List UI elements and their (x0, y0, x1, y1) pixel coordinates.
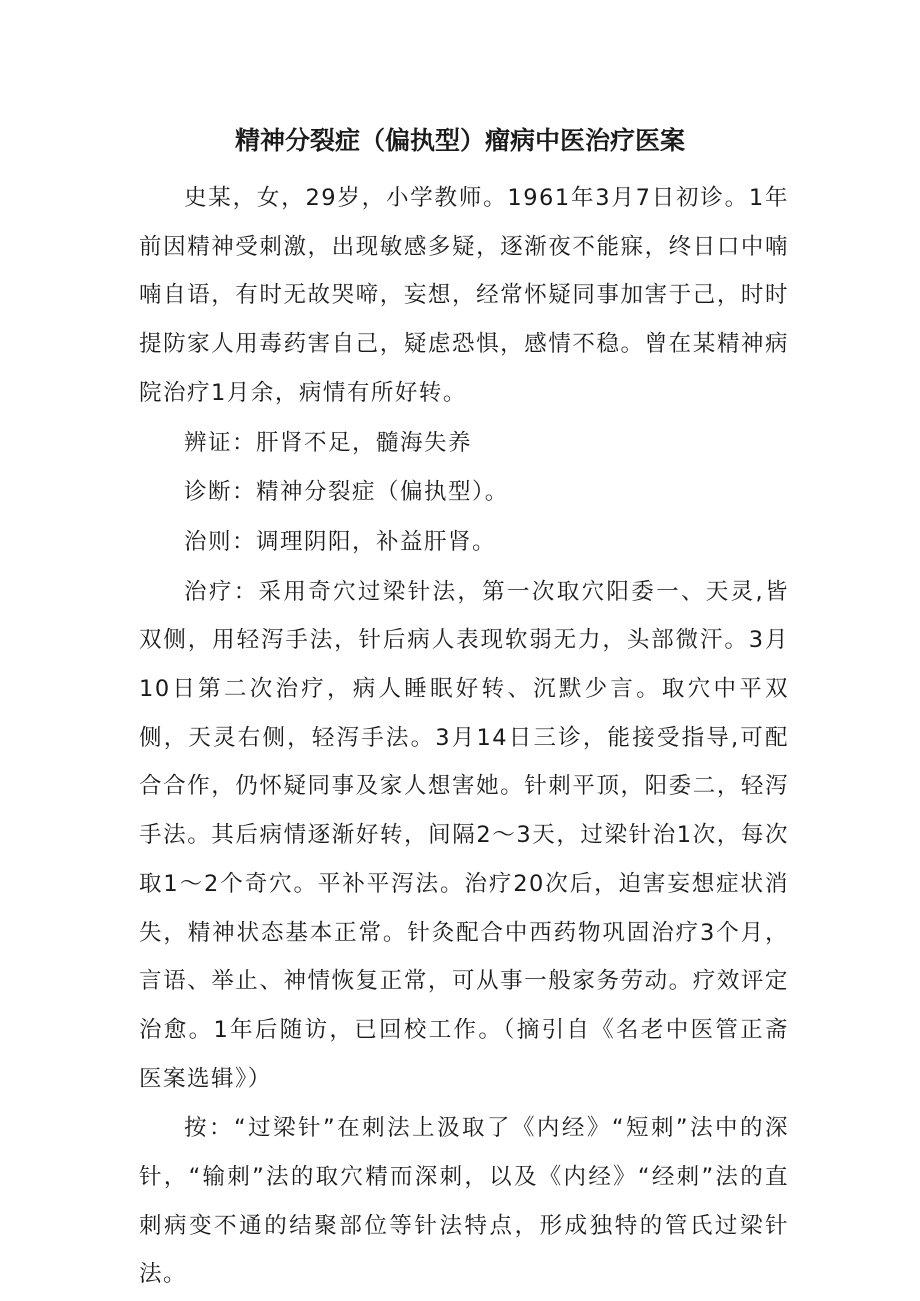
treatment-principle-paragraph: 治则：调理阴阳，补益肝肾。 (184, 528, 497, 555)
case-history-paragraph: 史某，女，29岁，小学教师。1961年3月7日初诊。1年前因精神受刺激，出现敏感多疑，逐渐夜不能寐，终日口中喃喃自语，有时无故哭啼，妄想，经常怀疑同事加害于己，时时提防家人用毒药害自己，疑虑恐惧，感情不稳。曾在某精神病院治疗1月余，病情有所好转。 (139, 185, 789, 406)
syndrome-differentiation-paragraph: 辨证：肝肾不足，髓海失养 (184, 429, 473, 456)
treatment-paragraph: 治疗：采用奇穴过梁针法，第一次取穴阳委一、天灵,皆双侧，用轻泻手法，针后病人表现软弱无力，头部微汗。3月10日第二次治疗，病人睡眠好转、沉默少言。取穴中平双侧，天灵右侧，轻泻手法。3月14日三诊，能接受指导,可配合合作，仍怀疑同事及家人想害她。针刺平顶，阳委二，轻泻手法。其后病情逐渐好转，间隔2～3天，过梁针治1次，每次取1～2个奇穴。平补平泻法。治疗20次后，迫害妄想症状消失，精神状态基本正常。针灸配合中西药物巩固治疗3个月，言语、举止、神情恢复正常，可从事一般家务劳动。疗效评定治愈。1年后随访，已回校工作。（摘引自《名老中医管正斋医案选辑》） (139, 578, 789, 1092)
document-title: 精神分裂症（偏执型）瘤病中医治疗医案 (234, 126, 685, 155)
commentary-paragraph: 按：“过梁针”在刺法上汲取了《内经》“短刺”法中的深针，“输刺”法的取穴精而深刺，以及《内经》“经刺”法的直刺病变不通的结聚部位等针法特点，形成独特的管氏过梁针法。 (139, 1115, 789, 1288)
document-body (139, 174, 789, 1299)
diagnosis-paragraph: 诊断：精神分裂症（偏执型）。 (184, 479, 509, 506)
